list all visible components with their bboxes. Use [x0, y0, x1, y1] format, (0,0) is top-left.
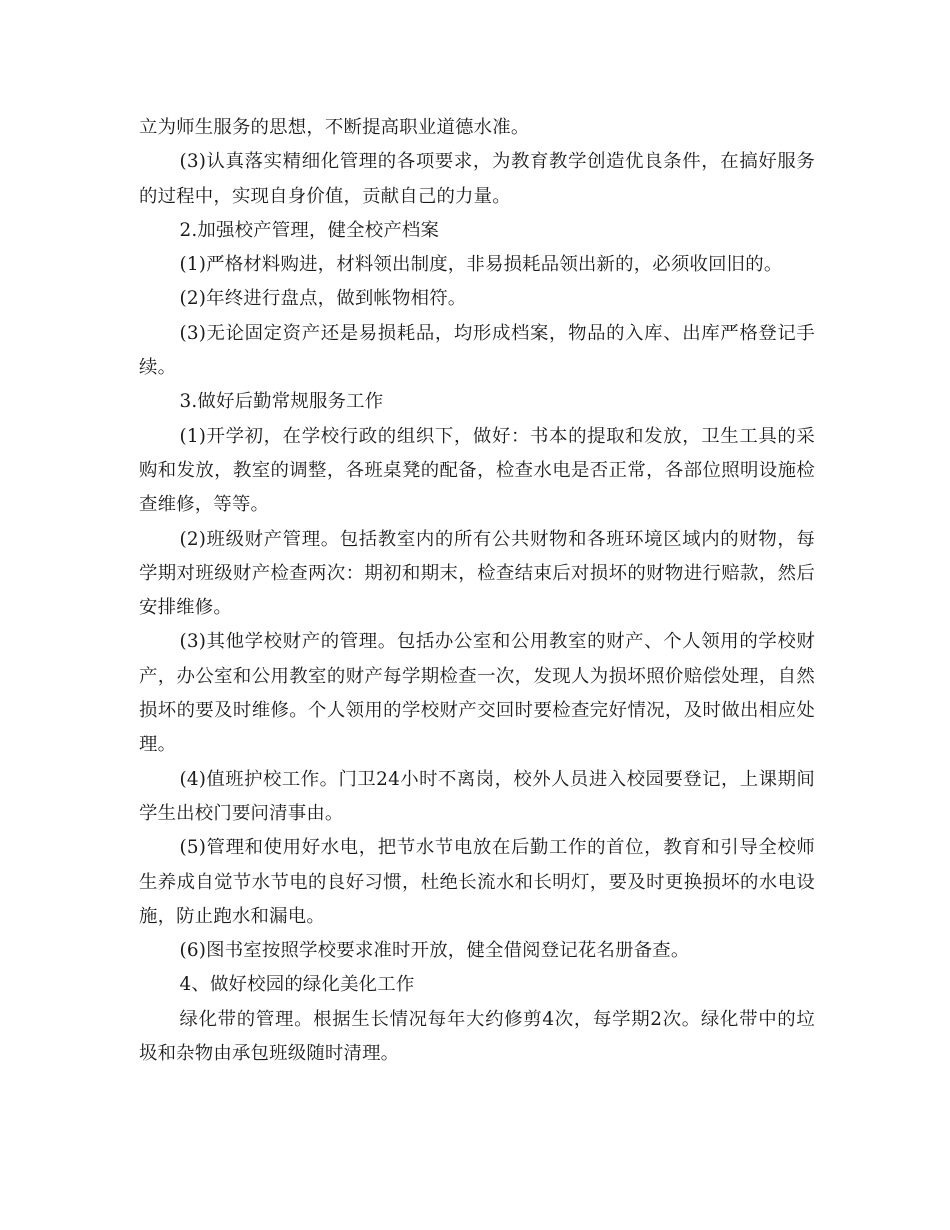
document-body: [139, 111, 815, 1071]
section-heading-4: 4、做好校园的绿化美化工作: [179, 974, 415, 996]
paragraph-5: (2)年终进行盘点，做到帐物相符。: [179, 288, 467, 310]
paragraph-12: (5)管理和使用好水电，把节水节电放在后勤工作的首位，教育和引导全校师生养成自觉节水节电的良好习惯，杜绝长流水和长明灯，要及时更换损坏的水电设施，防止跑水和漏电。: [139, 837, 815, 927]
paragraph-10: (3)其他学校财产的管理。包括办公室和公用教室的财产、个人领用的学校财产，办公室和公用教室的财产每学期检查一次，发现人为损坏照价赔偿处理，自然损坏的要及时维修。个人领用的学校财产交回时要检查完好情况，及时做出相应处理。: [139, 631, 815, 756]
paragraph-1: 立为师生服务的思想，不断提高职业道德水准。: [139, 117, 530, 138]
section-heading-3: 3.做好后勤常规服务工作: [179, 391, 384, 413]
paragraph-15: 绿化带的管理。根据生长情况每年大约修剪4次，每学期2次。绿化带中的垃圾和杂物由承包班级随时清理。: [139, 1008, 815, 1065]
section-heading-2: 2.加强校产管理，健全校产档案: [179, 219, 440, 241]
paragraph-9: (2)班级财产管理。包括教室内的所有公共财物和各班环境区域内的财物，每学期对班级财产检查两次：期初和期末，检查结束后对损坏的财物进行赔款，然后安排维修。: [139, 528, 815, 619]
paragraph-13: (6)图书室按照学校要求准时开放，健全借阅登记花名册备查。: [179, 940, 690, 962]
paragraph-11: (4)值班护校工作。门卫24小时不离岗，校外人员进入校园要登记，上课期间学生出校门要问清事由。: [139, 768, 815, 824]
paragraph-6: (3)无论固定资产还是易损耗品，均形成档案，物品的入库、出库严格登记手续。: [139, 322, 815, 379]
paragraph-2: (3)认真落实精细化管理的各项要求，为教育教学创造优良条件，在搞好服务的过程中，实现自身价值，贡献自己的力量。: [139, 151, 815, 207]
paragraph-8: (1)开学初，在学校行政的组织下，做好：书本的提取和发放，卫生工具的采购和发放，教室的调整，各班桌凳的配备，检查水电是否正常，各部位照明设施检查维修，等等。: [139, 425, 815, 516]
paragraph-4: (1)严格材料购进，材料领出制度，非易损耗品领出新的，必须收回旧的。: [179, 254, 783, 276]
